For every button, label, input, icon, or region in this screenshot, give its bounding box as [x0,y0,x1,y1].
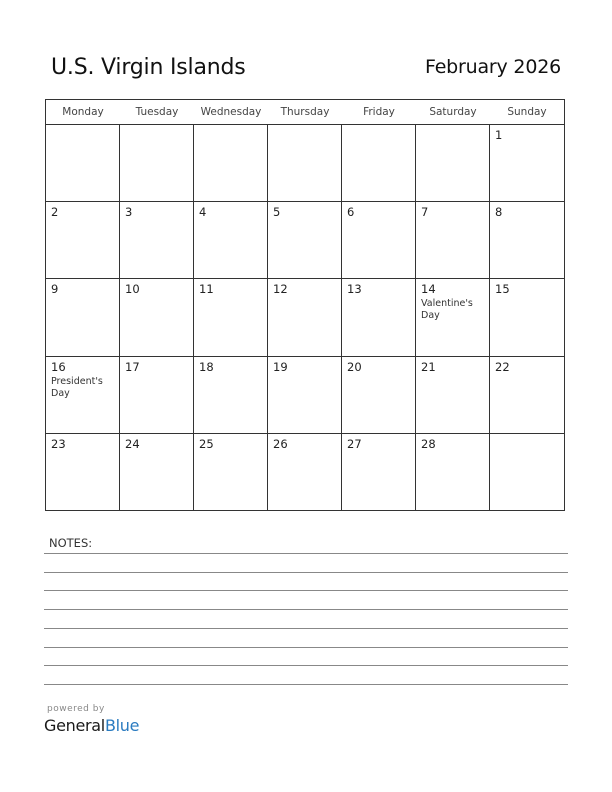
day-number: 13 [347,282,362,297]
notes-line [44,553,568,554]
day-number: 18 [199,359,214,374]
day-cell [342,434,416,511]
weekday-header [46,100,564,125]
day-cell [490,202,564,279]
day-cell [490,125,564,202]
day-number: 14 [421,282,436,297]
weekday-label: Wednesday [200,106,262,118]
day-cell [194,357,268,434]
day-cell [268,279,342,356]
notes-line [44,572,568,573]
day-number: 17 [125,359,140,374]
day-cell [268,434,342,511]
notes-line [44,590,568,591]
day-number: 9 [51,282,59,297]
day-cell [46,434,120,511]
day-number: 16 [51,359,66,374]
day-cell [416,125,490,202]
calendar-weeks [46,125,564,511]
day-number: 27 [347,436,362,451]
notes-line [44,628,568,629]
day-number: 8 [495,205,503,220]
day-cell [46,279,120,356]
day-cell [268,202,342,279]
day-number: 23 [51,436,66,451]
day-number: 28 [421,436,436,451]
day-cell [342,357,416,434]
generalblue-logo [44,716,139,735]
weekday-label: Saturday [429,106,477,118]
day-number: 6 [347,205,355,220]
day-cell [268,125,342,202]
day-cell [46,202,120,279]
weekday-label: Sunday [507,106,547,118]
month-label: February 2026 [425,56,561,78]
day-cell [342,279,416,356]
day-cell [490,434,564,511]
holiday-label: Valentine's Day [421,298,473,322]
day-cell [120,125,194,202]
calendar-grid [45,99,565,511]
day-cell [194,279,268,356]
day-number: 15 [495,282,510,297]
day-cell [342,202,416,279]
day-cell [194,434,268,511]
holiday-label: President's Day [51,375,103,399]
day-cell [490,357,564,434]
brand-part-general: General [44,716,105,735]
day-cell [46,125,120,202]
day-number: 21 [421,359,436,374]
day-cell [120,357,194,434]
day-cell [194,202,268,279]
day-cell [416,279,490,356]
day-cell [120,434,194,511]
weekday-label: Friday [363,106,395,118]
brand-part-blue: Blue [104,716,140,735]
day-cell [120,202,194,279]
day-cell [416,357,490,434]
day-number: 24 [125,436,140,451]
notes-label: NOTES: [49,536,93,550]
day-number: 4 [199,205,207,220]
powered-by-text: powered by [47,704,105,714]
day-cell [194,125,268,202]
day-cell [268,357,342,434]
day-cell [490,279,564,356]
day-number: 7 [421,205,429,220]
day-cell [120,279,194,356]
weekday-label: Monday [62,106,104,118]
day-number: 11 [199,282,214,297]
day-number: 1 [495,128,503,142]
day-number: 12 [273,282,288,297]
day-number: 3 [125,205,133,220]
day-cell [342,125,416,202]
notes-line [44,665,568,666]
notes-line [44,609,568,610]
day-number: 22 [495,359,510,374]
weekday-label: Thursday [280,106,330,118]
day-number: 20 [347,359,362,374]
calendar-title: U.S. Virgin Islands [51,55,246,80]
day-number: 26 [273,436,288,451]
day-cell [416,434,490,511]
notes-line [44,684,568,685]
day-number: 10 [125,282,140,297]
day-cell [416,202,490,279]
day-cell [46,357,120,434]
day-number: 19 [273,359,288,374]
day-number: 5 [273,205,281,220]
day-number: 2 [51,205,59,220]
notes-line [44,647,568,648]
weekday-label: Tuesday [135,106,179,118]
day-number: 25 [199,436,214,451]
